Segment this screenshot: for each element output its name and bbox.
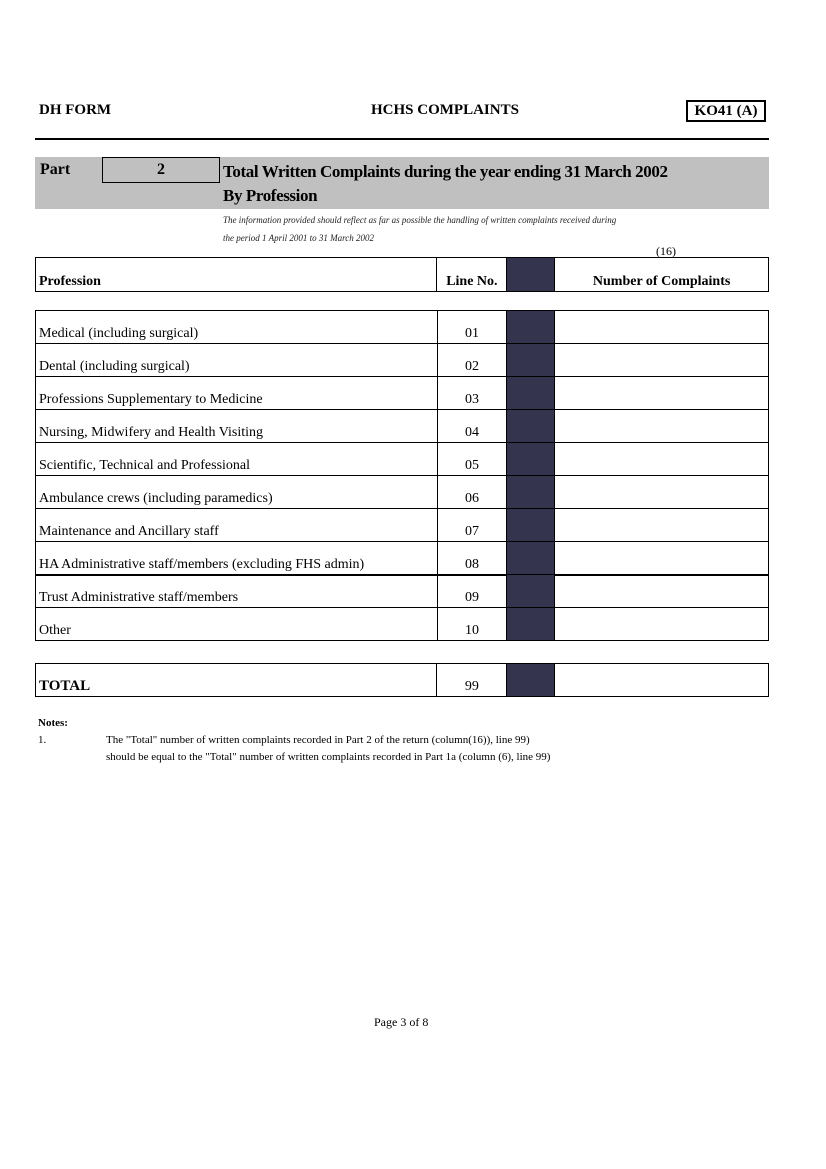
row-line-no: 06 [437,476,507,509]
table-row [36,410,769,443]
row-line-no: 07 [437,509,507,542]
column-number-label: (16) [656,244,676,258]
complaints-input-cell[interactable] [555,443,769,476]
row-line-no: 09 [437,575,507,608]
note-line2: should be equal to the "Total" number of written complaints recorded in Part 1a (column (6), line 99) [106,751,551,763]
row-profession: Medical (including surgical) [36,311,438,344]
header-divider [35,138,769,140]
complaints-input-cell[interactable] [555,476,769,509]
complaints-input-cell[interactable] [555,608,769,641]
table-row [36,542,769,575]
total-label: TOTAL [36,664,437,697]
form-title: HCHS COMPLAINTS [371,102,519,118]
table-row [36,443,769,476]
form-code-badge: KO41 (A) [686,100,766,122]
table-row [36,509,769,542]
row-line-no: 01 [437,311,507,344]
row-shaded-cell [507,542,555,575]
complaints-input-cell[interactable] [555,344,769,377]
row-profession: HA Administrative staff/members (excluding FHS admin) [36,542,438,575]
note-line1: The "Total" number of written complaints recorded in Part 2 of the return (column(16)), line 99) [106,734,530,746]
row-profession: Trust Administrative staff/members [36,575,438,608]
table-row [36,575,769,608]
header-line-no: Line No. [437,258,507,292]
row-line-no: 08 [437,542,507,575]
header-number-of-complaints: Number of Complaints [555,258,769,292]
form-origin-label: DH FORM [39,102,112,118]
row-line-no: 02 [437,344,507,377]
row-shaded-cell [507,344,555,377]
row-shaded-cell [507,377,555,410]
page-number: Page 3 of 8 [374,1015,429,1029]
part-number-box: 2 [102,157,220,183]
row-line-no: 05 [437,443,507,476]
table-row [36,344,769,377]
row-shaded-cell [507,476,555,509]
guidance-line2: the period 1 April 2001 to 31 March 2002 [223,233,374,243]
row-shaded-cell [507,509,555,542]
row-profession: Other [36,608,438,641]
complaints-input-cell[interactable] [555,410,769,443]
total-table [35,663,769,697]
row-profession: Professions Supplementary to Medicine [36,377,438,410]
row-line-no: 03 [437,377,507,410]
notes-section [38,715,551,766]
row-profession: Nursing, Midwifery and Health Visiting [36,410,438,443]
note-number: 1. [38,734,47,746]
table-header [35,257,769,292]
table-row [36,377,769,410]
complaints-input-cell[interactable] [555,311,769,344]
row-profession: Ambulance crews (including paramedics) [36,476,438,509]
table-row [36,476,769,509]
complaints-input-cell[interactable] [555,575,769,608]
row-profession: Scientific, Technical and Professional [36,443,438,476]
total-line-no: 99 [437,664,507,697]
row-shaded-cell [507,311,555,344]
guidance-text [223,211,616,247]
total-input-cell[interactable] [555,664,769,697]
part-label: Part [40,161,71,178]
part-title-line2: By Profession [223,186,318,205]
guidance-line1: The information provided should reflect as far as possible the handling of written complaints received during [223,215,617,225]
row-profession: Maintenance and Ancillary staff [36,509,438,542]
complaints-input-cell[interactable] [555,542,769,575]
total-row [36,664,769,697]
row-line-no: 04 [437,410,507,443]
row-shaded-cell [507,410,555,443]
part-title [223,160,668,208]
row-shaded-cell [507,443,555,476]
complaints-input-cell[interactable] [555,509,769,542]
row-shaded-cell [507,608,555,641]
profession-table [35,310,769,641]
complaints-input-cell[interactable] [555,377,769,410]
table-row [36,608,769,641]
table-row [36,311,769,344]
notes-heading: Notes: [38,717,68,729]
row-line-no: 10 [437,608,507,641]
row-shaded-cell [507,575,555,608]
row-profession: Dental (including surgical) [36,344,438,377]
part-title-line1: Total Written Complaints during the year ending 31 March 2002 [223,162,668,181]
header-shaded-cell [507,258,555,292]
header-profession: Profession [36,258,437,292]
total-shaded-cell [507,664,555,697]
